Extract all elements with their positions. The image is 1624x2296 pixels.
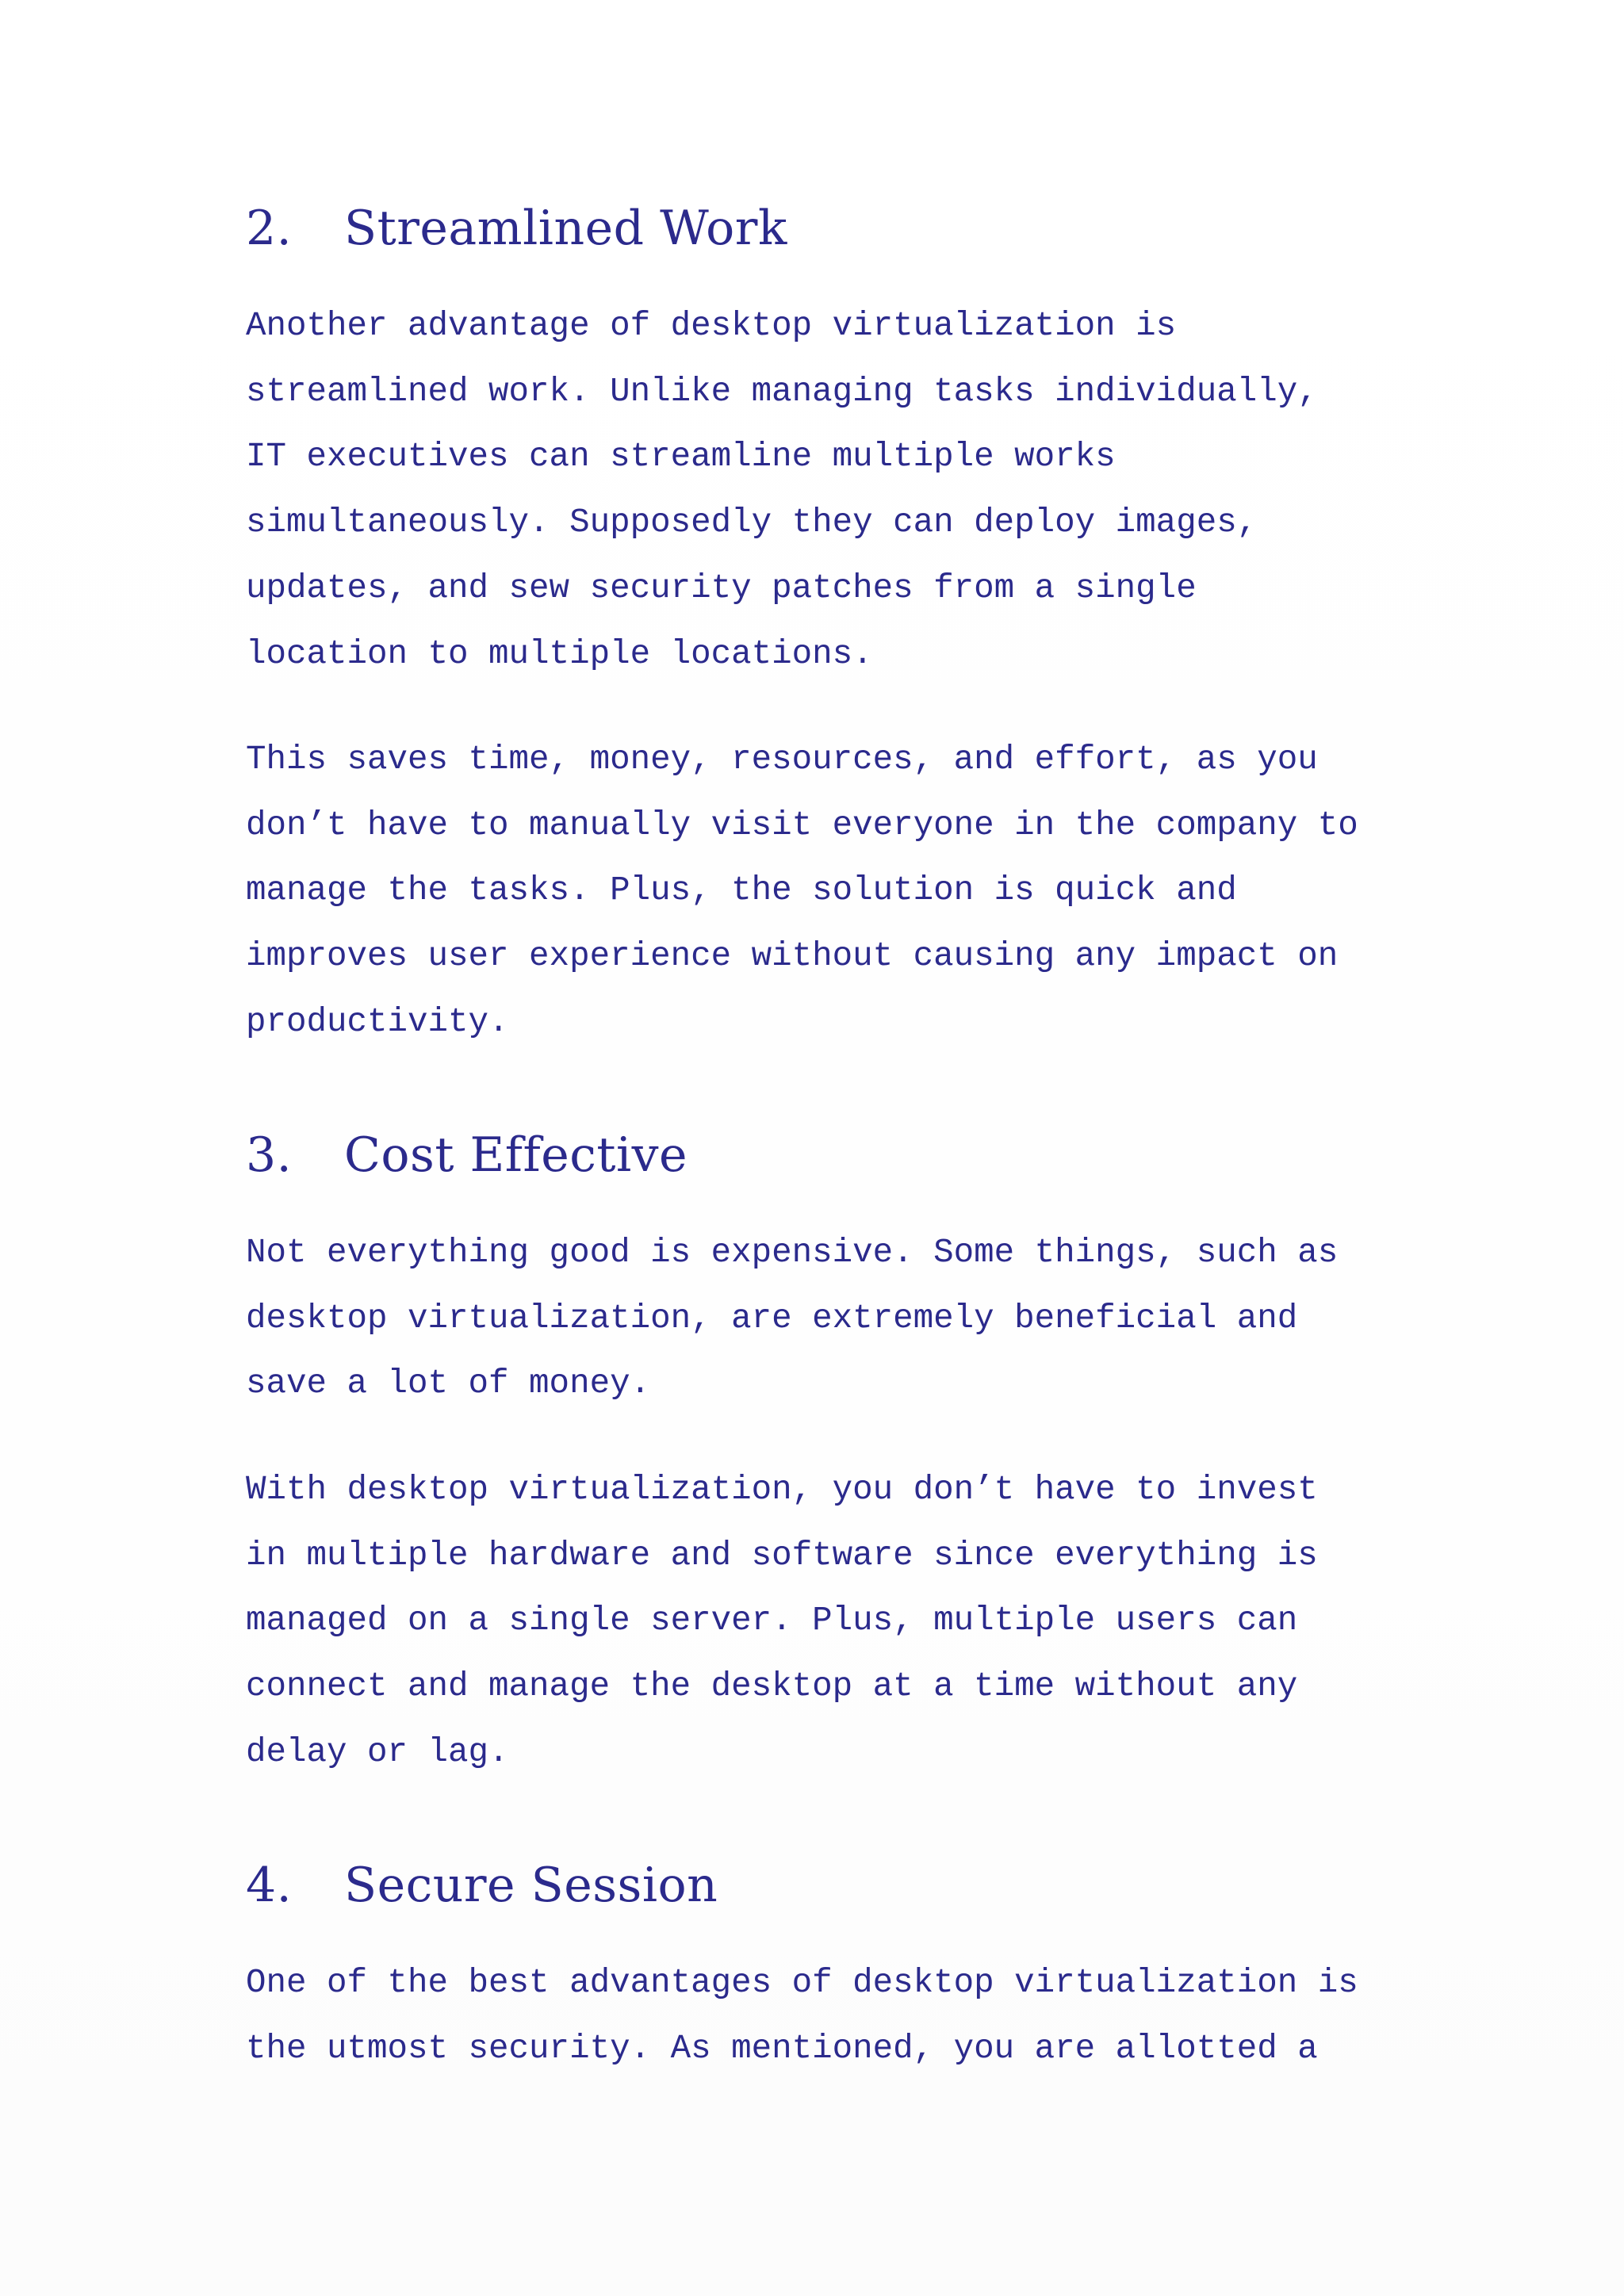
text-line: delay or lag. xyxy=(246,1732,509,1771)
section-title: Secure Session xyxy=(344,1858,718,1913)
paragraph xyxy=(246,727,1358,1055)
text-line: save a lot of money. xyxy=(246,1364,651,1403)
text-line: connect and manage the desktop at a time without any xyxy=(246,1667,1298,1706)
section-number: 3. xyxy=(246,1127,293,1183)
text-line: With desktop virtualization, you don’t have to invest xyxy=(246,1471,1318,1509)
section-title: Streamlined Work xyxy=(344,201,787,256)
paragraph xyxy=(246,1457,1318,1785)
text-line: streamlined work. Unlike managing tasks individually, xyxy=(246,372,1318,411)
text-line: improves user experience without causing any impact on xyxy=(246,937,1339,976)
section-heading-secure-session xyxy=(246,1858,718,1913)
text-line: desktop virtualization, are extremely beneficial and xyxy=(246,1299,1298,1337)
text-line: Not everything good is expensive. Some things, such as xyxy=(246,1234,1339,1272)
text-line: location to multiple locations. xyxy=(246,634,873,673)
paragraph xyxy=(246,1220,1338,1417)
text-line: This saves time, money, resources, and effort, as you xyxy=(246,740,1318,779)
section-heading-streamlined-work xyxy=(246,201,787,256)
text-line: manage the tasks. Plus, the solution is quick and xyxy=(246,871,1237,910)
section-number: 2. xyxy=(246,201,293,256)
section-heading-cost-effective xyxy=(246,1127,688,1183)
paragraph xyxy=(246,293,1318,687)
text-line: One of the best advantages of desktop virtualization is xyxy=(246,1964,1358,2002)
text-line: in multiple hardware and software since everything is xyxy=(246,1536,1318,1575)
text-line: don’t have to manually visit everyone in the company to xyxy=(246,806,1358,844)
text-line: productivity. xyxy=(246,1002,509,1041)
text-line: simultaneously. Supposedly they can deploy images, xyxy=(246,503,1258,542)
text-line: updates, and sew security patches from a single xyxy=(246,568,1197,607)
text-line: managed on a single server. Plus, multiple users can xyxy=(246,1601,1298,1640)
text-line: Another advantage of desktop virtualization is xyxy=(246,307,1177,345)
text-line: IT executives can streamline multiple works xyxy=(246,438,1116,476)
section-title: Cost Effective xyxy=(344,1127,688,1183)
text-line: the utmost security. As mentioned, you are allotted a xyxy=(246,2029,1318,2068)
section-number: 4. xyxy=(246,1858,293,1913)
paragraph xyxy=(246,1950,1358,2081)
